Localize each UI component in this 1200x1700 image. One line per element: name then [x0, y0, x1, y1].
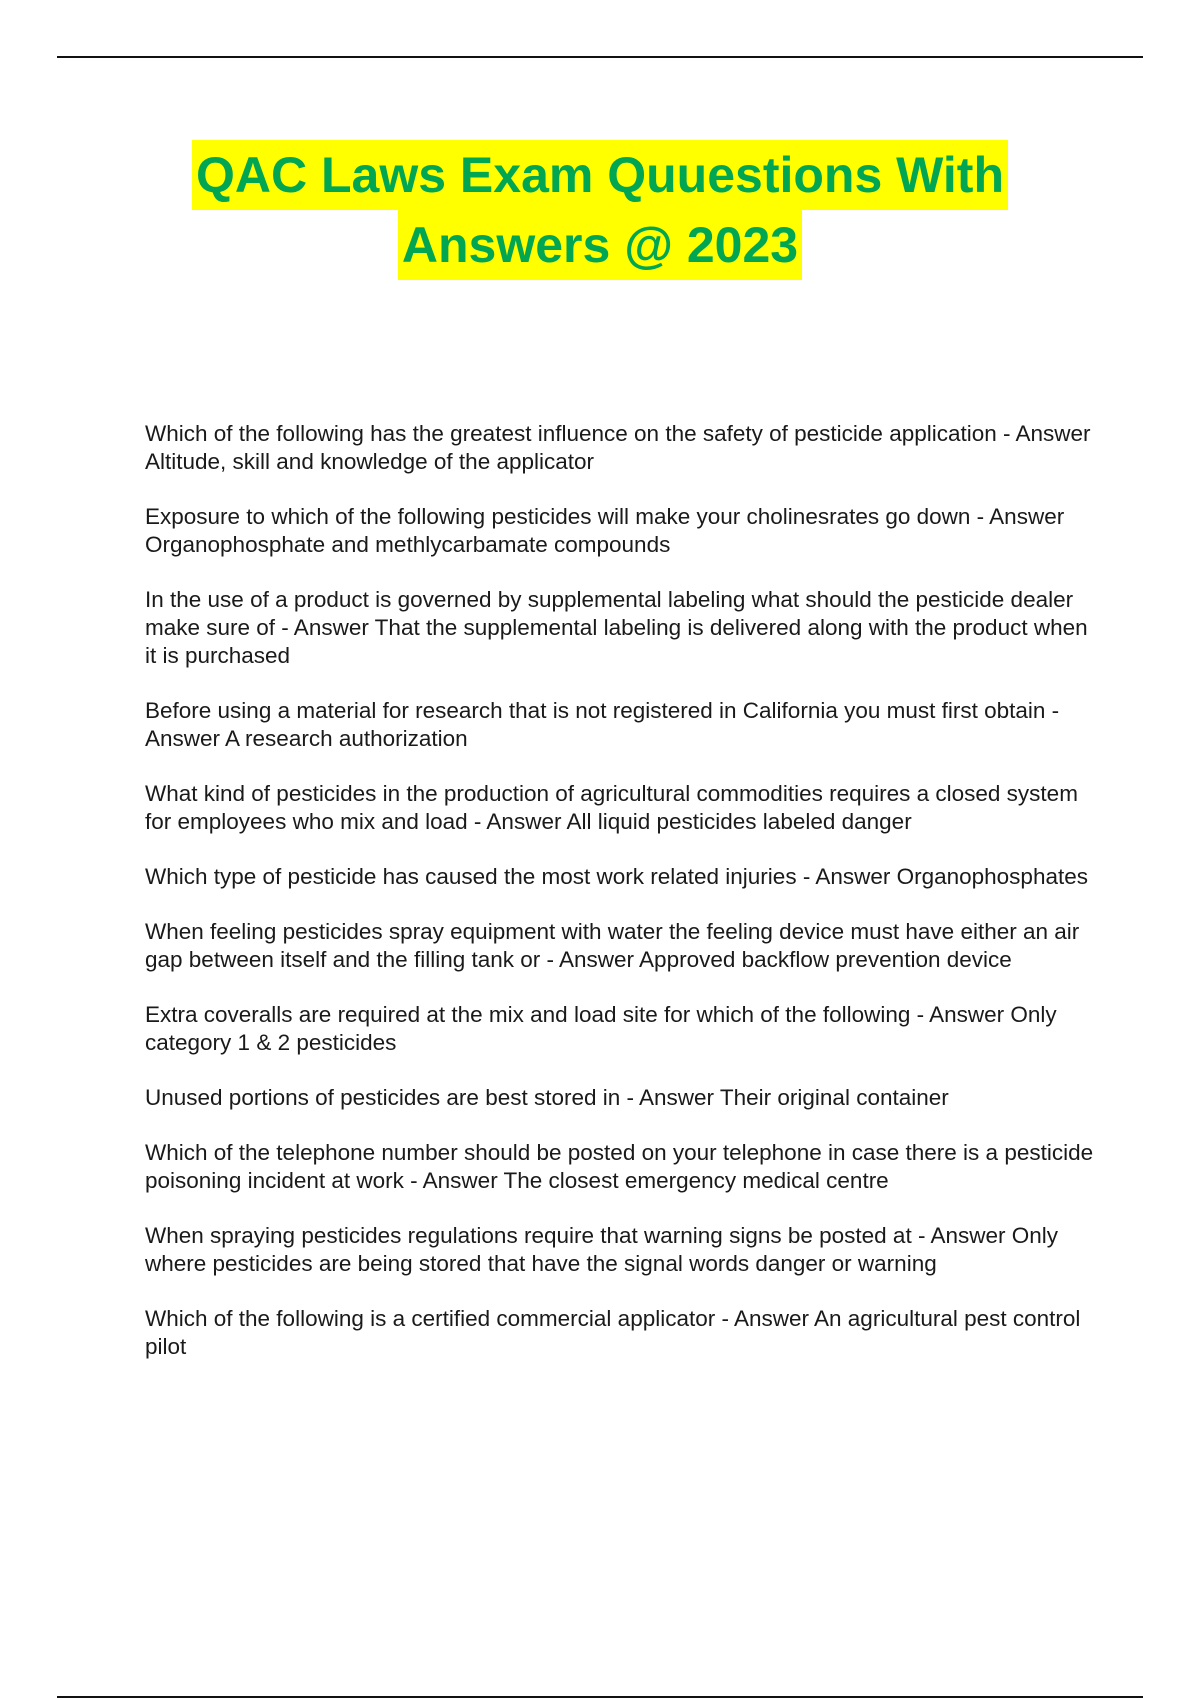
qa-item: Extra coveralls are required at the mix and load site for which of the following - Answer Only category 1 & 2 pesticides [145, 1002, 1057, 1055]
top-rule [57, 56, 1143, 58]
bottom-rule [57, 1696, 1143, 1698]
qa-item: Which of the following has the greatest influence on the safety of pesticide application - Answer Altitude, skill and knowledge of the applicator [145, 421, 1091, 474]
qa-item: What kind of pesticides in the production of agricultural commodities requires a closed system for employees who mix and load - Answer All liquid pesticides labeled danger [145, 781, 1078, 834]
qa-item: Which of the following is a certified commercial applicator - Answer An agricultural pest control pilot [145, 1306, 1081, 1359]
qa-item: Unused portions of pesticides are best stored in - Answer Their original container [145, 1085, 949, 1110]
qa-item: Exposure to which of the following pesticides will make your cholinesrates go down - Answer Organophosphate and methlycarbamate compounds [145, 504, 1065, 557]
qa-item: Which of the telephone number should be posted on your telephone in case there is a pesticide poisoning incident at work - Answer The closest emergency medical centre [145, 1140, 1094, 1193]
document-title [0, 140, 1200, 280]
qa-item: When spraying pesticides regulations require that warning signs be posted at - Answer Only where pesticides are being stored that have the signal words danger or warning [145, 1223, 1058, 1276]
title-line-1: QAC Laws Exam Quuestions With [192, 140, 1008, 210]
qa-item: When feeling pesticides spray equipment with water the feeling device must have either an air gap between itself and the filling tank or - Answer Approved backflow prevention device [145, 919, 1080, 972]
question-answer-list [145, 420, 1095, 1388]
title-line-2: Answers @ 2023 [398, 210, 802, 280]
qa-item: Before using a material for research that is not registered in California you must first obtain - Answer A research authorization [145, 698, 1060, 751]
qa-item: In the use of a product is governed by supplemental labeling what should the pesticide dealer make sure of - Answer That the supplemental labeling is delivered along with the product when it is purchased [145, 587, 1088, 668]
qa-item: Which type of pesticide has caused the most work related injuries - Answer Organophosphates [145, 864, 1088, 889]
